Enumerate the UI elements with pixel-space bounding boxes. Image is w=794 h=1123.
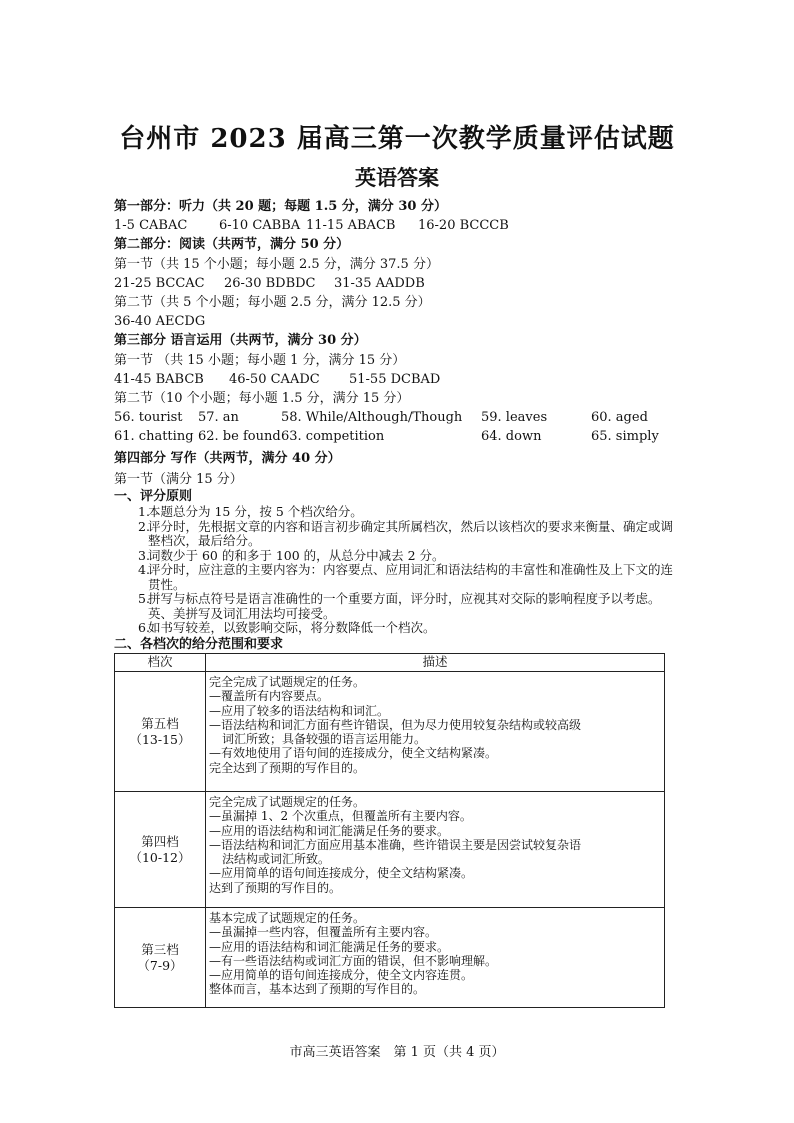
description-line: 词汇所致；具备较强的语言运用能力。 (222, 732, 427, 747)
scoring-principles (138, 505, 674, 636)
principle-number: 1. (138, 504, 150, 520)
principle-item (138, 563, 674, 592)
description-line: —语法结构和词汇方面有些许错误，但为尽力使用较复杂结构或较高级 (209, 717, 582, 732)
grade-level: 第三档 (141, 941, 179, 957)
grade-description (206, 908, 665, 1008)
principle-text: 如书写较差，以致影响交际，将分数降低一个档次。 (148, 620, 436, 636)
grade-level: 第五档 (141, 715, 179, 731)
part4-section1-heading: 第一节（满分 15 分） (114, 471, 243, 487)
answer-content (114, 197, 674, 653)
description-line: —虽漏掉一些内容，但覆盖所有主要内容。 (209, 925, 438, 940)
description-line: 完全达到了预期的写作目的。 (209, 760, 366, 775)
table-row (115, 908, 665, 1008)
description-line: 达到了预期的写作目的。 (209, 880, 342, 895)
answer-group: 21-25 BCCAC (114, 275, 205, 291)
grade-range: （7-9） (137, 957, 183, 973)
part3-section1-heading: 第一节 （共 15 小题；每小题 1 分，满分 15 分） (114, 352, 406, 368)
answer-group: 41-45 BABCB (114, 371, 204, 387)
answer-group: 31-35 AADDB (334, 275, 425, 291)
grade-range: （10-12） (129, 849, 191, 865)
table-header-row (115, 654, 665, 672)
fill-answer: 58. While/Although/Though (281, 410, 463, 426)
fill-answer: 65. simply (591, 429, 659, 445)
description-line: 整体而言，基本达到了预期的写作目的。 (209, 982, 426, 997)
part2-section2-heading: 第二节（共 5 个小题；每小题 2.5 分，满分 12.5 分） (114, 295, 431, 311)
answer-group: 51-55 DCBAD (349, 371, 441, 387)
principle-text: 评分时，先根据文章的内容和语言初步确定其所属档次，然后以该档次的要求来衡量、确定或调整档次，最后给分。 (148, 518, 674, 549)
table-row (115, 792, 665, 908)
answer-group: 1-5 CABAC (114, 218, 188, 234)
description-line: —语法结构和词汇方面应用基本准确，些许错误主要是因尝试较复杂语 (209, 837, 582, 852)
part1-heading: 第一部分：听力（共 20 题；每题 1.5 分，满分 30 分） (114, 199, 447, 214)
fill-answers-row2 (114, 427, 674, 446)
part2-heading: 第二部分：阅读（共两节，满分 50 分） (114, 237, 350, 253)
grade-description (206, 792, 665, 908)
description-line: —应用简单的语句间连接成分，使全文结构紧凑。 (209, 866, 474, 881)
description-line: 法结构或词汇所致。 (222, 852, 331, 867)
part3-section2-heading: 第二节（10 个小题；每小题 1.5 分，满分 15 分） (114, 391, 410, 407)
principle-number: 5. (138, 591, 150, 607)
grade-range: （13-15） (129, 731, 191, 747)
description-line: —有效地使用了语句间的连接成分，使全文结构紧凑。 (209, 746, 498, 761)
fill-answer: 56. tourist (114, 410, 183, 426)
fill-answer: 60. aged (591, 410, 648, 426)
principles-heading: 一、评分原则 (114, 489, 193, 505)
fill-answer: 57. an (198, 410, 239, 426)
description-line: —覆盖所有内容要点。 (209, 689, 330, 704)
principle-item (138, 505, 674, 520)
principle-text: 拼写与标点符号是语言准确性的一个重要方面，评分时，应视其对交际的影响程度予以考虑。英、美拼写及词汇用法均可接受。 (148, 591, 661, 621)
description-line: —应用的语法结构和词汇能满足任务的要求。 (209, 823, 450, 838)
grade-level-cell (115, 908, 206, 1008)
description-line: —应用简单的语句间连接成分，使全文内容连贯。 (209, 968, 474, 983)
principle-text: 本题总分为 15 分，按 5 个档次给分。 (148, 504, 363, 520)
answer-group: 46-50 CAADC (229, 371, 320, 387)
grade-level-cell (115, 792, 206, 908)
grade-description (206, 672, 665, 792)
part1-answers (114, 216, 674, 235)
description-line: 基本完成了试题规定的任务。 (209, 911, 366, 925)
document-title: 台州市 2023 届高三第一次教学质量评估试题 (119, 124, 675, 154)
grade-level: 第四档 (141, 833, 179, 849)
part4-heading: 第四部分 写作（共两节，满分 40 分） (114, 450, 341, 466)
principle-item (138, 549, 674, 564)
fill-answer: 64. down (481, 429, 542, 445)
table-row (115, 672, 665, 792)
principle-text: 词数少于 60 的和多于 100 的，从总分中减去 2 分。 (148, 547, 445, 563)
principle-number: 3. (138, 547, 150, 563)
answer-group: 16-20 BCCCB (418, 218, 509, 234)
fill-answer: 63. competition (281, 429, 385, 445)
principle-item (138, 621, 674, 636)
answer-group: 26-30 BDBDC (224, 275, 316, 291)
principle-number: 2. (138, 518, 150, 534)
page-footer: 市高三英语答案 第 1 页（共 4 页） (289, 1045, 505, 1060)
fill-answer: 62. be found (198, 429, 281, 445)
grade-level-cell (115, 672, 206, 792)
description-line: —虽漏掉 1、2 个次重点，但覆盖所有主要内容。 (209, 809, 472, 824)
description-line: —应用了较多的语法结构和词汇。 (209, 703, 390, 718)
part3-section1-answers (114, 370, 674, 389)
principle-text: 评分时，应注意的主要内容为：内容要点、应用词汇和语法结构的丰富性和准确性及上下文的连贯性。 (148, 562, 674, 592)
fill-answer: 59. leaves (481, 410, 548, 426)
description-line: —应用的语法结构和词汇能满足任务的要求。 (209, 939, 450, 954)
answer-group: 6-10 CABBA (219, 218, 301, 234)
principle-number: 6. (138, 620, 150, 636)
table-header: 描述 (206, 654, 665, 672)
part2-section1-heading: 第一节（共 15 个小题；每小题 2.5 分，满分 37.5 分） (114, 256, 439, 272)
grade-table (114, 653, 665, 1008)
grades-heading: 二、各档次的给分范围和要求 (114, 636, 284, 652)
table-header: 档次 (115, 654, 206, 672)
part2-section2-answers: 36-40 AECDG (114, 314, 206, 330)
fill-answer: 61. chatting (114, 429, 194, 445)
principle-item (138, 520, 674, 549)
principle-number: 4. (138, 562, 150, 578)
principle-item (138, 592, 674, 621)
part3-heading: 第三部分 语言运用（共两节，满分 30 分） (114, 333, 367, 349)
answer-group: 11-15 ABACB (306, 218, 396, 234)
document-subtitle: 英语答案 (355, 165, 439, 190)
description-line: 完全完成了试题规定的任务。 (209, 795, 366, 809)
description-line: 完全完成了试题规定的任务。 (209, 675, 366, 689)
part2-section1-answers (114, 274, 674, 293)
fill-answers-row1 (114, 408, 674, 427)
description-line: —有一些语法结构或词汇方面的错误，但不影响理解。 (209, 953, 498, 968)
